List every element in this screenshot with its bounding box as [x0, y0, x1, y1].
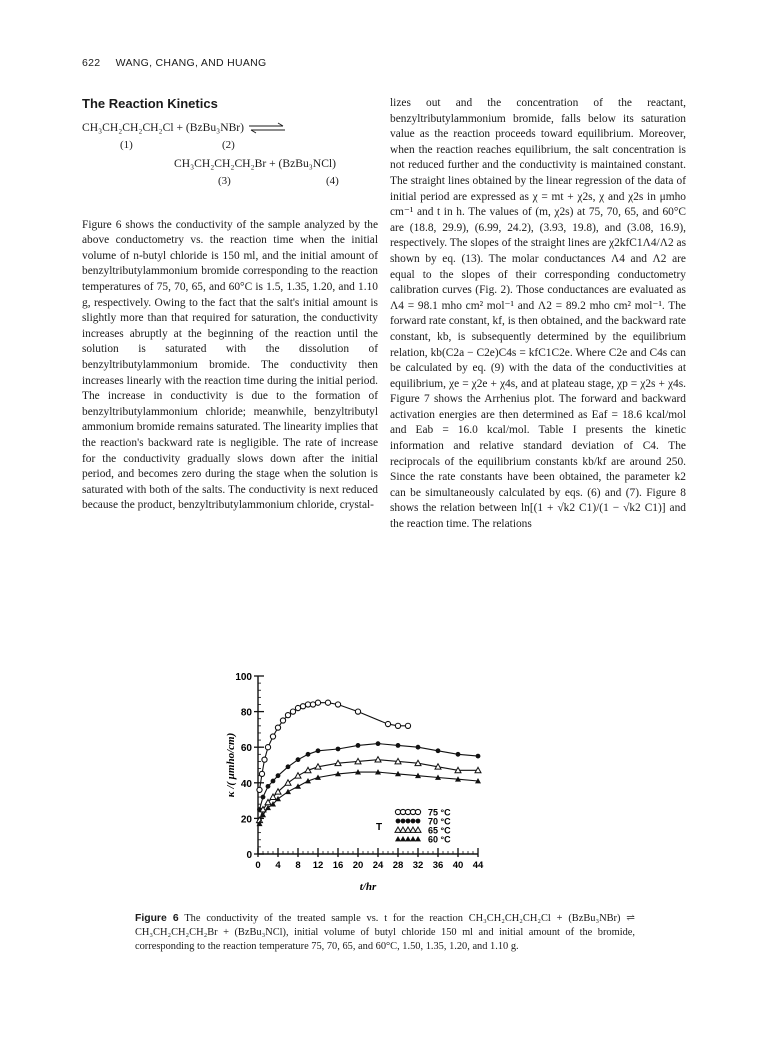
- reaction-labels-2: [82, 174, 378, 192]
- page-number: 622: [82, 57, 101, 69]
- series-line: [260, 703, 409, 790]
- series-line: [260, 744, 479, 810]
- x-tick-label: 8: [295, 860, 301, 871]
- legend-marker: [415, 836, 421, 841]
- x-tick-label: 12: [312, 860, 324, 871]
- legend-marker: [401, 819, 406, 824]
- legend-marker: [395, 809, 400, 814]
- y-tick-label: 40: [240, 778, 252, 790]
- caption-label: Figure 6: [135, 913, 179, 924]
- caption-text: The conductivity of the treated sample vs. t for the reaction CH₃CH₂CH₂CH₂Cl + (BzBu₃NBr) ⇌ CH₃CH₂CH₂CH₂Br + (BzBu₃NCl), initial volume of butyl chloride 150 ml and initial amount of the bromide, corresponding to the reaction temperature 75, 70, 65, and 60°C, 1.50, 1.35, 1.20, and 1.10 g.: [135, 913, 635, 952]
- reactants: CH₃CH₂CH₂CH₂Cl + (BzBu₃NBr): [82, 120, 245, 134]
- legend-marker: [410, 836, 416, 841]
- data-point: [310, 702, 315, 707]
- equilibrium-arrow-icon: [247, 121, 287, 135]
- legend-marker: [406, 819, 411, 824]
- data-point: [261, 795, 266, 800]
- legend-marker: [405, 809, 410, 814]
- reaction-line-2: [82, 156, 378, 174]
- legend-marker: [395, 836, 401, 841]
- y-tick-label: 0: [246, 850, 252, 861]
- y-tick-label: 100: [235, 672, 252, 683]
- data-point: [355, 709, 360, 714]
- legend-marker: [411, 819, 416, 824]
- right-column: [390, 96, 686, 533]
- data-point: [456, 752, 461, 757]
- reaction-line-1: [82, 120, 378, 138]
- data-point: [295, 705, 300, 710]
- data-point: [335, 702, 340, 707]
- author-header: WANG, CHANG, AND HUANG: [115, 57, 267, 69]
- data-point: [275, 725, 280, 730]
- data-point: [280, 718, 285, 723]
- chart-legend: [376, 808, 451, 845]
- conductivity-chart: [222, 664, 542, 904]
- legend-marker: [410, 809, 415, 814]
- data-point: [285, 780, 291, 785]
- legend-marker: [415, 827, 421, 832]
- legend-marker: [405, 836, 411, 841]
- right-paragraph: lizes out and the concentration of the reactant, benzyltributylammonium bromide, falls below its saturation value as the reaction proceeds toward equilibrium. Moreover, when the reaction reaches equilibrium, the salt concentration is not reduced further and the conductivity is maintained constant. The straight lines obtained by the linear regression of the data of initial period are expressed as χ = mt + χ2s, χ and χ2s in μmho cm⁻¹ and t in h. The values of (m, χ2s) at 75, 70, 65, and 60°C are (18.8, 29.9), (6.99, 24.2), (3.93, 19.8), and (3.08, 16.9), respectively. The slopes of the straight lines are χ2kfC1Λ4/Λ2 as shown by eq. (13). The molar conductances Λ4 and Λ2 are equal to the slopes of their corresponding conductometry calibration curves (Fig. 2). Those conductances are evaluated as Λ4 = 98.1 mho cm² mol⁻¹ and Λ2 = 89.2 mho cm² mol⁻¹. The forward rate constant, kf, is then obtained, and the backward rate constant, kb, is subsequently determined by the equilibrium relation, kb(C2a − C2e)C4s = kfC1C2e. Where C2e and C4s can be calculated by eq. (9) with the data of the conductivities at equilibrium, χe = χ2e + χ4s, and at plateau stage, χp = χ2s + χ4s. Figure 7 shows the Arrhenius plot. The forward and backward activation energies are then determined as Eaf = 18.6 kcal/mol and Eab = 16.0 kcal/mol. Table I presents the kinetic information and relative standard deviation of C4. The reciprocals of the equilibrium constants kb/kf are around 250. Since the rate constants have been obtained, the parameter k2 can be simultaneously calculated by eqs. (6) and (7). Figure 8 shows the relation between ln[(1 + √k2 C1)/(1 − √k2 C1)] and the reaction time. The relations: [390, 97, 686, 531]
- legend-label: 65 °C: [428, 825, 451, 836]
- data-point: [300, 704, 305, 709]
- data-point: [290, 709, 295, 714]
- x-tick-label: 20: [352, 860, 364, 871]
- data-point: [295, 773, 301, 778]
- data-point: [271, 779, 276, 784]
- x-tick-label: 32: [412, 860, 424, 871]
- data-point: [395, 723, 400, 728]
- running-head: [82, 57, 267, 69]
- data-point: [285, 789, 291, 794]
- x-tick-label: 24: [372, 860, 384, 871]
- y-tick-label: 60: [240, 743, 252, 755]
- data-point: [276, 773, 281, 778]
- y-axis-label: κ /( μmho/cm): [225, 732, 237, 798]
- data-point: [265, 745, 270, 750]
- data-point: [396, 743, 401, 748]
- data-point: [325, 700, 330, 705]
- x-axis-label: t/hr: [359, 881, 377, 893]
- x-tick-label: 40: [452, 860, 464, 871]
- series-0: [257, 700, 411, 792]
- data-point: [270, 734, 275, 739]
- legend-marker: [400, 809, 405, 814]
- data-point: [416, 745, 421, 750]
- figure-caption: [135, 912, 635, 954]
- data-point: [285, 713, 290, 718]
- reaction-labels-1: [82, 138, 378, 156]
- data-point: [286, 764, 291, 769]
- x-tick-label: 16: [332, 860, 344, 871]
- legend-label: 75 °C: [428, 807, 451, 818]
- legend-title: T: [376, 822, 383, 833]
- data-point: [257, 787, 262, 792]
- y-tick-label: 80: [240, 707, 252, 719]
- data-point: [336, 747, 341, 752]
- section-title: The Reaction Kinetics: [82, 96, 218, 111]
- data-point: [356, 743, 361, 748]
- series-1: [257, 741, 480, 812]
- data-point: [316, 748, 321, 753]
- legend-marker: [416, 819, 421, 824]
- products: CH₃CH₂CH₂CH₂Br + (BzBu₃NCl): [174, 156, 337, 170]
- data-point: [385, 721, 390, 726]
- data-point: [305, 702, 310, 707]
- data-point: [315, 700, 320, 705]
- legend-label: 60 °C: [428, 834, 451, 845]
- x-tick-label: 28: [392, 860, 404, 871]
- data-point: [262, 757, 267, 762]
- data-point: [376, 741, 381, 746]
- data-point: [266, 784, 271, 789]
- data-point: [295, 783, 301, 788]
- data-point: [296, 757, 301, 762]
- x-tick-label: 4: [275, 860, 281, 871]
- x-tick-label: 36: [432, 860, 444, 871]
- label-1: (1): [120, 138, 133, 151]
- x-tick-label: 0: [255, 860, 261, 871]
- label-2: (2): [222, 138, 235, 151]
- label-3: (3): [218, 174, 231, 187]
- y-tick-label: 20: [240, 814, 252, 826]
- left-paragraph: Figure 6 shows the conductivity of the sample analyzed by the above conductometry vs. the reaction time when the initial volume of n-butyl chloride is 150 ml, and the initial amount of benzyltributylammonium bromide corresponding to the reaction temperatures of 75, 70, 65, and 60°C is 1.5, 1.35, 1.20, and 1.10 g, respectively. Owing to the fact that the salt's initial amount is slightly more than that required for saturation, the conductivity increases abruptly at the beginning of the reaction until the solution is saturated with the dissolution of benzyltributylammonium bromide. The conductivity then increases linearly with the reaction time during the initial period. The increase in conductivity is due to the formation of benzyltributylammonium chloride; meanwhile, benzyltributyl ammonium bromide remains saturated. The linearity implies that the reaction's backward rate is negligible. The rate of increase for the conductivity gradually slows down after the initial period, and becomes zero during the stage when the solution is saturated with both of the salts. The conductivity is next reduced because the product, benzyltributylammonium chloride, crystal-: [82, 218, 378, 512]
- left-column: [82, 96, 378, 514]
- legend-label: 70 °C: [428, 816, 451, 827]
- data-point: [306, 752, 311, 757]
- label-4: (4): [326, 174, 339, 187]
- data-point: [405, 723, 410, 728]
- data-point: [476, 754, 481, 759]
- legend-marker: [415, 809, 420, 814]
- data-point: [436, 748, 441, 753]
- chart-axes: [225, 672, 484, 893]
- legend-marker: [400, 836, 406, 841]
- data-point: [259, 771, 264, 776]
- legend-marker: [396, 819, 401, 824]
- x-tick-label: 44: [472, 860, 484, 871]
